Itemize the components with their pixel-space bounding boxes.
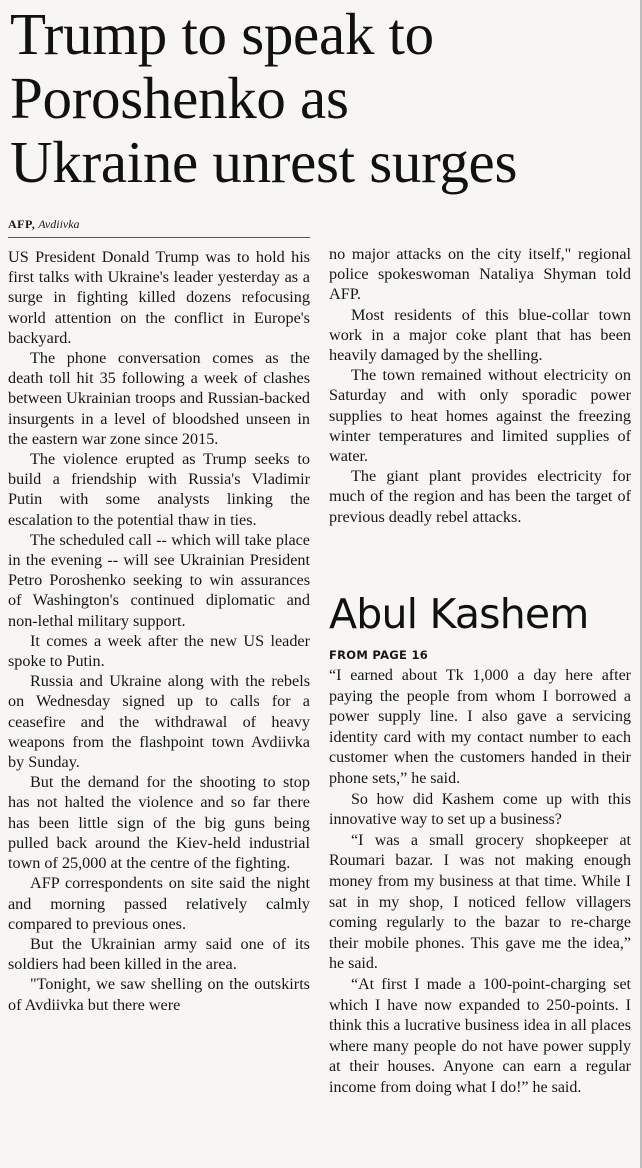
headline-line-1: Trump to speak to <box>10 1 434 67</box>
article-left-column <box>8 214 310 1015</box>
headline-line-2: Poroshenko as <box>10 65 349 131</box>
headline-line-3: Ukraine unrest surges <box>10 129 518 195</box>
paragraph: Most residents of this blue-collar town work in a major coke plant that has been heavily damaged by the shelling. <box>329 305 631 365</box>
paragraph: “At first I made a 100-point-charging set which I have now expanded to 250-points. I think this a lucrative business idea in all places where many people do not have power supply at their houses. Anyone can earn a regular income from doing what I do!” he said. <box>329 975 631 1096</box>
from-page-label: FROM PAGE 16 <box>329 648 429 662</box>
paragraph: "Tonight, we saw shelling on the outskirts of Avdiivka but there were <box>8 975 310 1014</box>
byline <box>8 214 310 238</box>
paragraph: But the demand for the shooting to stop has not halted the violence and so far there has been little sign of the big guns being pulled back around the Kiev-held industrial town of 25,000 at the centre of the fighting. <box>8 773 310 873</box>
paragraph: The town remained without electricity on Saturday and with only sporadic power supplies to heat homes against the freezing winter temperatures and limited supplies of water. <box>329 366 631 466</box>
paragraph: It comes a week after the new US leader spoke to Putin. <box>8 631 310 671</box>
jump-body <box>329 666 631 1098</box>
jump-heading: Abul Kashem <box>329 590 589 638</box>
paragraph: The scheduled call -- which will take place in the evening -- will see Ukrainian President Petro Poroshenko seeking to win assurances of Washington's continued diplomatic and non-lethal military support. <box>8 530 310 630</box>
paragraph: So how did Kashem come up with this innovative way to set up a business? <box>329 790 631 829</box>
byline-agency: AFP, <box>8 217 36 231</box>
article-headline <box>10 2 640 194</box>
byline-place: Avdiivka <box>38 217 80 231</box>
jump-story <box>329 590 631 1098</box>
paragraph: US President Donald Trump was to hold his first talks with Ukraine's leader yesterday as a surge in fighting killed dozens refocusing world attention on the conflict in Europe's backyard. <box>8 248 310 347</box>
paragraph: “I earned about Tk 1,000 a day here after paying the people from whom I borrowed a power supply line. I also gave a servicing identity card with my contact number to each customer when the customers handed in their phone sets,” he said. <box>329 667 631 787</box>
paragraph: no major attacks on the city itself," regional police spokeswoman Nataliya Shyman told AFP. <box>329 245 631 304</box>
paragraph: “I was a small grocery shopkeeper at Roumari bazar. I was not making enough money from my business at that time. While I sat in my shop, I noticed fellow villagers coming regularly to the bazar to re-charge their mobile phones. This gave me the idea,” he said. <box>329 831 631 973</box>
paragraph: Russia and Ukraine along with the rebels on Wednesday signed up to calls for a ceasefire and the withdrawal of heavy weapons from the flashpoint town Avdiivka by Sunday. <box>8 672 310 772</box>
paragraph: AFP correspondents on site said the night and morning passed relatively calmly compared to previous ones. <box>8 874 310 933</box>
paragraph: The violence erupted as Trump seeks to build a friendship with Russia's Vladimir Putin with some analysts linking the escalation to the potential thaw in ties. <box>8 450 310 529</box>
paragraph: The giant plant provides electricity for much of the region and has been the target of previous deadly rebel attacks. <box>329 467 631 526</box>
article-right-column <box>329 244 631 527</box>
paragraph: The phone conversation comes as the death toll hit 35 following a week of clashes between Ukrainian troops and Russian-backed insurgents in a level of bloodshed unseen in the eastern war zone since 2015. <box>8 349 310 448</box>
paragraph: But the Ukrainian army said one of its soldiers had been killed in the area. <box>8 934 310 974</box>
